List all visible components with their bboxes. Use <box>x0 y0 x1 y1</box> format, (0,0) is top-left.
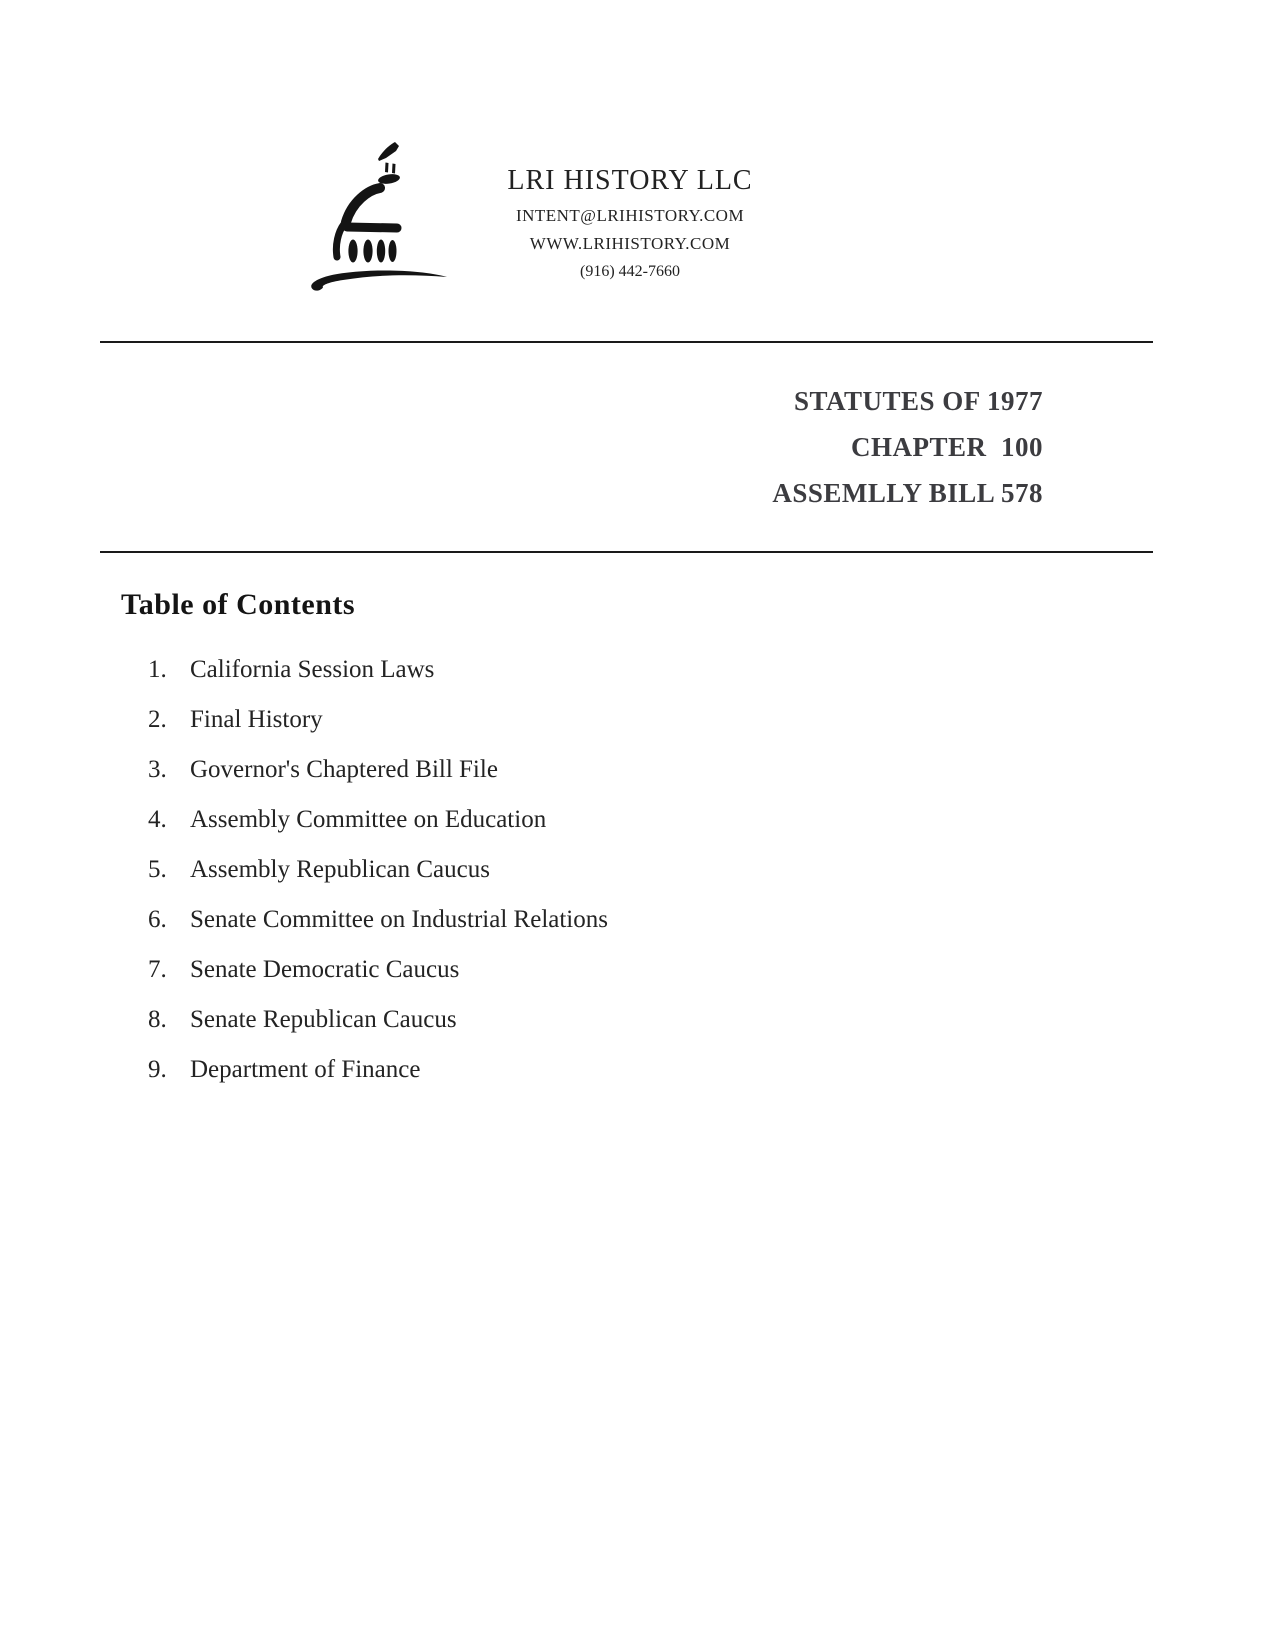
toc-item-number: 2. <box>148 706 167 733</box>
company-name: LRI HISTORY LLC <box>507 165 753 196</box>
toc-item <box>148 995 608 1045</box>
company-phone: (916) 442-7660 <box>580 263 680 280</box>
toc-item-label: Assembly Republican Caucus <box>190 856 490 883</box>
toc-item-number: 7. <box>148 956 167 983</box>
toc-item <box>148 895 608 945</box>
toc-item-label: Department of Finance <box>190 1056 421 1083</box>
toc-item-number: 6. <box>148 906 167 933</box>
toc-item <box>148 845 608 895</box>
divider-bottom <box>100 551 1153 553</box>
statutes-line: STATUTES OF 1977 <box>793 386 1043 416</box>
toc-item-label: Assembly Committee on Education <box>190 806 547 833</box>
toc-item-label: Senate Democratic Caucus <box>190 956 460 983</box>
toc-item-number: 3. <box>148 756 167 783</box>
company-website: WWW.LRIHISTORY.COM <box>529 234 731 253</box>
chapter-line: CHAPTER 100 <box>850 432 1043 462</box>
toc-item <box>148 795 608 845</box>
toc-item-label: Final History <box>190 706 323 733</box>
toc-item-label: Governor's Chaptered Bill File <box>190 756 498 783</box>
toc-item-number: 4. <box>148 806 167 833</box>
toc-item-number: 8. <box>148 1006 167 1033</box>
company-email: INTENT@LRIHISTORY.COM <box>515 206 745 225</box>
toc-title: Table of Contents <box>121 588 356 621</box>
toc-item <box>148 745 608 795</box>
toc-item-number: 1. <box>148 656 167 683</box>
capitol-dome-sketch-icon <box>300 130 455 300</box>
toc-item-label: Senate Republican Caucus <box>190 1006 457 1033</box>
divider-top <box>100 341 1153 343</box>
letterhead <box>460 164 800 286</box>
toc-item <box>148 1045 608 1095</box>
toc-item-number: 9. <box>148 1056 167 1083</box>
toc-item-number: 5. <box>148 856 167 883</box>
toc-list <box>148 645 608 1095</box>
toc-item-label: California Session Laws <box>190 656 435 683</box>
toc-item <box>148 945 608 995</box>
toc-item-label: Senate Committee on Industrial Relations <box>190 906 608 933</box>
document-title-block <box>772 378 1043 516</box>
toc-item <box>148 695 608 745</box>
toc-item <box>148 645 608 695</box>
bill-line: ASSEMLLY BILL 578 <box>772 478 1043 508</box>
